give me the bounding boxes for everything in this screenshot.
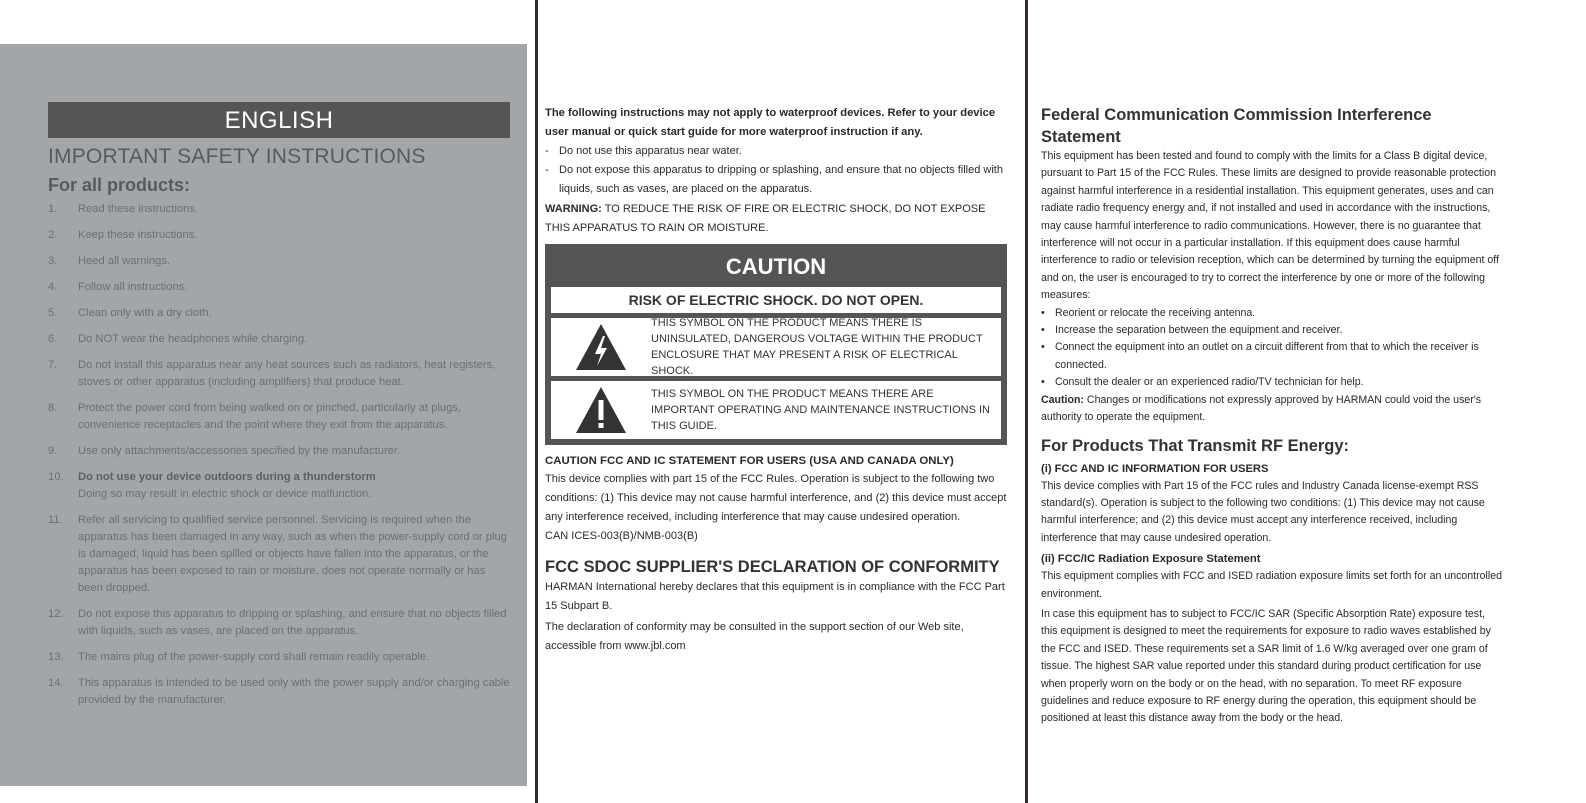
fcc-ic-info-body: This device complies with Part 15 of the FCC rules and Industry Canada license-exempt RSS standard(s). Operation is subject to the following two conditions: (1) This device may not cause harmful interference; and (2) this device must accept any interference received, including interference that may cause undesired operation. <box>1041 479 1485 544</box>
safety-instruction-list <box>48 201 510 709</box>
list-item: 14. This apparatus is intended to be used only with the power supply and/or charging cable provided by the manufacturer. <box>48 677 510 706</box>
fcc-ic-caution-body: This device complies with part 15 of the FCC Rules. Operation is subject to the following two conditions: (1) This device may not cause harmful interference, and (2) this device must accept any interference received, including interference that may cause undesired operation. <box>545 473 1007 523</box>
list-item-subtext: Doing so may result in electric shock or device malfunction. <box>78 488 372 500</box>
sdoc-heading: FCC SDOC SUPPLIER'S DECLARATION OF CONFORMITY <box>545 558 1000 576</box>
ices-code: CAN ICES-003(B)/NMB-003(B) <box>545 530 698 542</box>
lightning-warning-icon <box>551 322 651 372</box>
waterproof-caution-panel <box>545 104 1007 656</box>
list-item: 4. Follow all instructions. <box>48 281 188 293</box>
list-item: 9. Use only attachments/accessories specified by the manufacturer. <box>48 445 401 457</box>
list-item: 10. Do not use your device outdoors during a thunderstorm Doing so may result in electric shock or device malfunction. <box>48 469 510 503</box>
list-item: • Reorient or relocate the receiving antenna. <box>1041 305 1503 322</box>
warning-statement: WARNING: TO REDUCE THE RISK OF FIRE OR ELECTRIC SHOCK, DO NOT EXPOSE THIS APPARATUS TO RAIN OR MOISTURE. <box>545 203 986 234</box>
panel-divider-right <box>1025 0 1028 803</box>
fcc-ic-caution-heading: CAUTION FCC AND IC STATEMENT FOR USERS (USA AND CANADA ONLY) <box>545 455 954 467</box>
list-item: 5. Clean only with a dry cloth. <box>48 307 212 319</box>
safety-instructions-panel <box>0 44 527 786</box>
shock-risk-label: RISK OF ELECTRIC SHOCK. DO NOT OPEN. <box>550 286 1002 314</box>
panel-divider-left <box>535 0 538 803</box>
list-item: 7. Do not install this apparatus near any heat sources such as radiators, heat registers, stoves or other apparatus (including amplifiers) that produce heat. <box>48 359 496 388</box>
voltage-symbol-row <box>550 317 1002 377</box>
rf-energy-heading: For Products That Transmit RF Energy: <box>1041 436 1350 455</box>
fcc-statement-panel <box>1041 104 1503 728</box>
list-item: • Consult the dealer or an experienced radio/TV technician for help. <box>1041 374 1503 391</box>
instructions-symbol-row <box>550 380 1002 440</box>
list-item: - Do not use this apparatus near water. <box>545 142 1007 161</box>
fcc-interference-body: This equipment has been tested and found to comply with the limits for a Class B digital device, pursuant to Part 15 of the FCC Rules. These limits are designed to provide reasonable protection against harmful interference in a residential installation. This equipment generates, uses and can radiate radio frequency energy and, if not installed and used in accordance with the instructions, may cause harmful interference to radio communications. However, there is no guarantee that interference will not occur in a particular installation. If this equipment does cause harmful interference to radio or television reception, which can be determined by turning the equipment off and on, the user is encouraged to try to correct the interference by one or more of the following measures: <box>1041 150 1499 302</box>
fcc-interference-heading: Federal Communication Commission Interference Statement <box>1041 106 1432 146</box>
caution-box <box>545 244 1007 445</box>
list-item: - Do not expose this apparatus to dripping or splashing, and ensure that no objects filled with liquids, such as vases, are placed on the apparatus. <box>545 161 1007 199</box>
all-products-subheading: For all products: <box>48 175 191 195</box>
list-item: 11. Refer all servicing to qualified service personnel. Servicing is required when the apparatus has been damaged in any way, such as when the power-supply cord or plug is damaged, liquid has been spilled or objects have fallen into the apparatus, or the apparatus has been exposed to rain or moisture, does not operate normally or has been dropped. <box>48 514 507 594</box>
caution-title: CAUTION <box>725 254 827 279</box>
radiation-exposure-heading: (ii) FCC/IC Radiation Exposure Statement <box>1041 553 1261 566</box>
safety-heading: IMPORTANT SAFETY INSTRUCTIONS <box>48 145 426 168</box>
list-item: • Connect the equipment into an outlet on a circuit different from that to which the receiver is connected. <box>1041 339 1503 374</box>
list-item: 6. Do NOT wear the headphones while charging. <box>48 333 308 345</box>
instructions-symbol-text: THIS SYMBOL ON THE PRODUCT MEANS THERE ARE IMPORTANT OPERATING AND MAINTENANCE INSTRUCTIONS IN THIS GUIDE. <box>651 388 990 432</box>
language-header: ENGLISH <box>48 102 510 138</box>
list-item: 13. The mains plug of the power-supply cord shall remain readily operable. <box>48 651 430 663</box>
list-item: 2. Keep these instructions. <box>48 229 198 241</box>
waterproof-intro: The following instructions may not apply to waterproof devices. Refer to your device user manual or quick start guide for more waterproof instruction if any. <box>545 107 996 138</box>
fcc-ic-info-heading: (i) FCC AND IC INFORMATION FOR USERS <box>1041 462 1269 475</box>
list-item: 3. Heed all warnings. <box>48 255 171 267</box>
sar-statement: In case this equipment has to subject to FCC/IC SAR (Specific Absorption Rate) exposure test, this equipment is designed to meet the requirements for exposure to radio waves established by the FCC and ISED. These requirements set a SAR limit of 1.6 W/kg averaged over one gram of tissue. The highest SAR value reported under this standard during product certification for use when properly worn on the body or on the head, with no separation. To meet RF exposure guidelines and reduce exposure to RF energy during the operation, this equipment should be positioned at least this distance away from the body or the head. <box>1041 607 1491 725</box>
list-item: 12. Do not expose this apparatus to dripping or splashing, and ensure that no objects filled with liquids, such as vases, are placed on the apparatus. <box>48 608 507 637</box>
sdoc-website-note: The declaration of conformity may be consulted in the support section of our Web site, accessible from www.jbl.com <box>545 621 964 652</box>
exclamation-warning-icon <box>551 385 651 435</box>
modification-caution: Caution: Changes or modifications not expressly approved by HARMAN could void the user's authority to operate the equipment. <box>1041 393 1482 424</box>
sdoc-body: HARMAN International hereby declares that this equipment is in compliance with the FCC Part 15 Subpart B. <box>545 581 1005 612</box>
radiation-exposure-body: This equipment complies with FCC and ISED radiation exposure limits set forth for an uncontrolled environment. <box>1041 570 1503 600</box>
list-item: 8. Protect the power cord from being walked on or pinched, particularly at plugs, convenience receptacles and the point where they exit from the apparatus. <box>48 402 462 431</box>
voltage-symbol-text: THIS SYMBOL ON THE PRODUCT MEANS THERE IS UNINSULATED, DANGEROUS VOLTAGE WITHIN THE PRODUCT ENCLOSURE THAT MAY PRESENT A RISK OF ELECTRICAL SHOCK. <box>651 317 983 377</box>
list-item: 1. Read these instructions. <box>48 203 199 215</box>
list-item: • Increase the separation between the equipment and receiver. <box>1041 322 1503 339</box>
